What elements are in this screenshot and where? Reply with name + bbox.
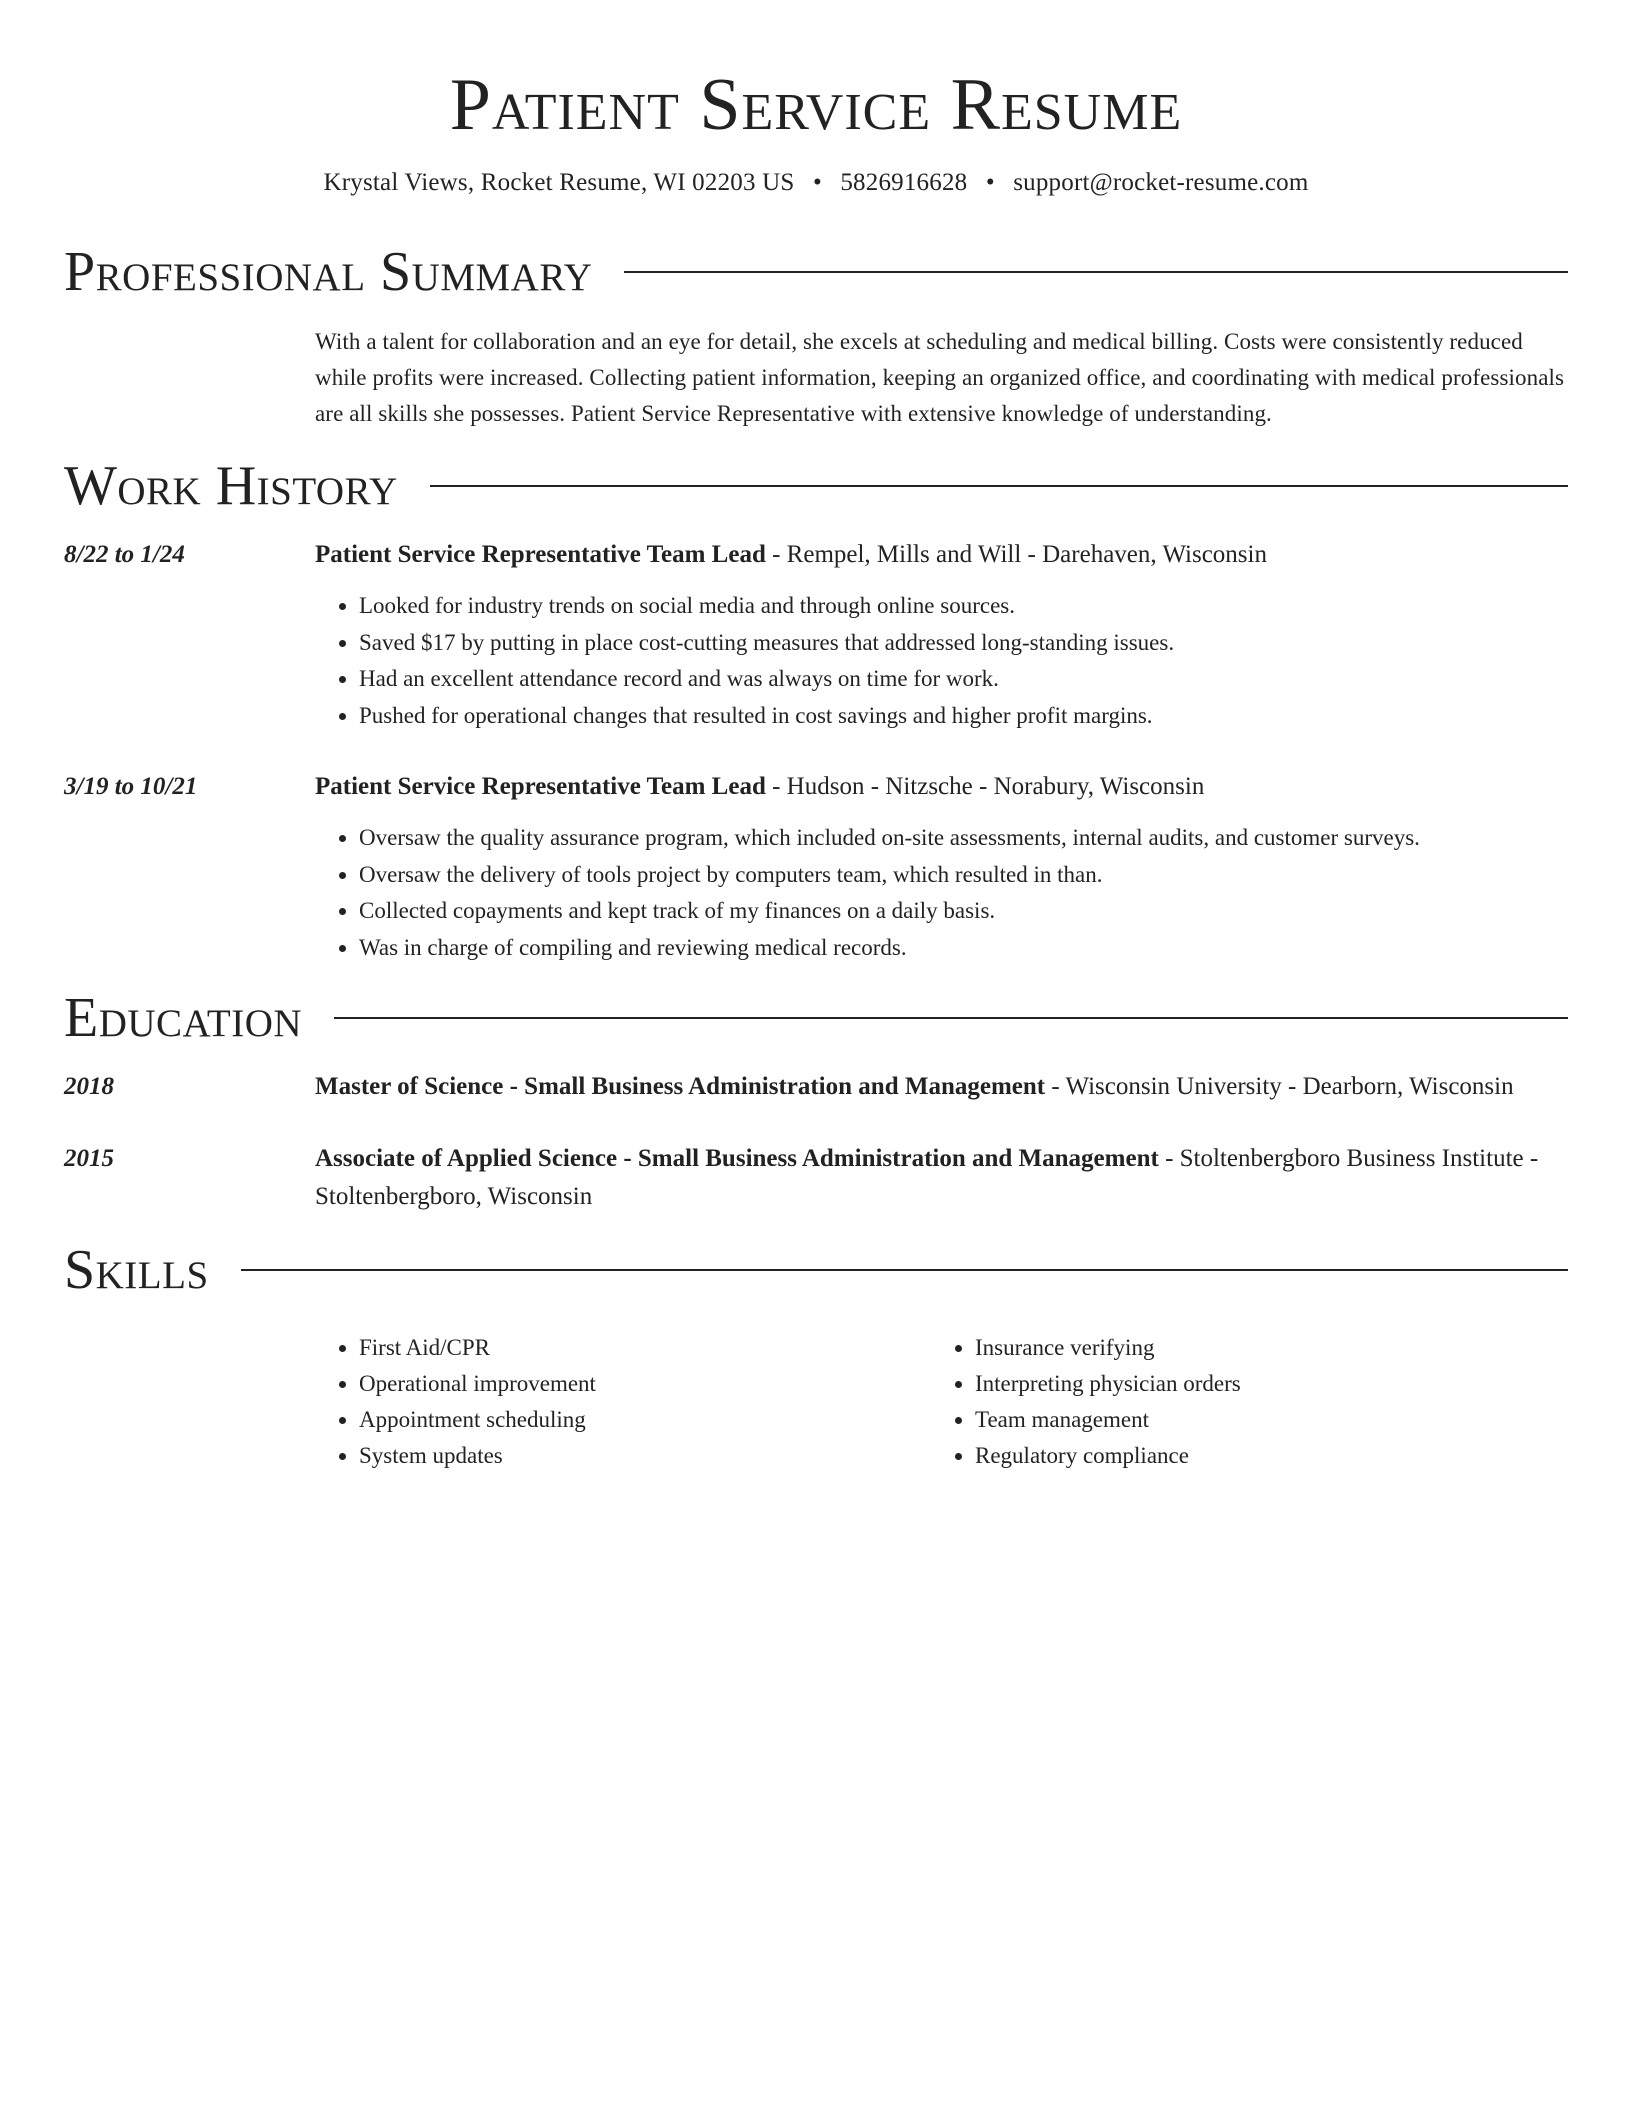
resume-title: Patient Service Resume [449, 64, 1183, 146]
education-school: - Wisconsin University - Dearborn, Wisconsin [1045, 1073, 1514, 1100]
work-history-section-heading [64, 454, 1568, 518]
job-bullet-list [315, 820, 1568, 966]
education-year: 2018 [64, 1073, 114, 1100]
job-entry [64, 536, 1568, 734]
education-body [315, 1140, 1568, 1216]
education-entry [64, 1068, 1568, 1106]
education-heading-text: Education [64, 987, 303, 1049]
education-section-heading [64, 986, 1568, 1050]
job-title: Patient Service Representative Team Lead [315, 773, 766, 800]
skill-item: • Operational improvement [359, 1366, 931, 1402]
section-divider [430, 485, 1568, 487]
contact-phone: 5826916628 [840, 169, 968, 196]
skill-item: • Appointment scheduling [359, 1402, 931, 1438]
skill-item: • Team management [975, 1402, 1547, 1438]
education-degree: Associate of Applied Science - Small Business Administration and Management [315, 1145, 1159, 1172]
skills-column-right [931, 1330, 1547, 1474]
work-history-heading-text: Work History [64, 455, 398, 517]
education-body [315, 1068, 1568, 1106]
skills-grid [315, 1330, 1568, 1474]
summary-heading-text: Professional Summary [64, 241, 593, 303]
job-bullet: • Saved $17 by putting in place cost-cutting measures that addressed long-standing issues. [359, 625, 1568, 662]
job-dates: 3/19 to 10/21 [64, 773, 198, 800]
contact-line [64, 166, 1568, 200]
job-bullet: • Oversaw the delivery of tools project by computers team, which resulted in than. [359, 857, 1568, 894]
job-title: Patient Service Representative Team Lead [315, 541, 766, 568]
education-degree: Master of Science - Small Business Administration and Management [315, 1073, 1046, 1100]
skill-item: • Regulatory compliance [975, 1438, 1547, 1474]
job-heading-line [315, 536, 1568, 574]
skills-column-left [315, 1330, 931, 1474]
skills-heading-text: Skills [64, 1239, 209, 1301]
summary-paragraph: With a talent for collaboration and an eye for detail, she excels at scheduling and medical billing. Costs were consistently reduced while profits were increased. Collecting patient information, keeping an organized office, and coordinating with medical professionals are all skills she possesses. Patient Service Representative with extensive knowledge of understanding. [315, 329, 1565, 426]
section-divider [334, 1017, 1568, 1019]
contact-separator: • [985, 169, 995, 196]
job-entry [64, 768, 1568, 966]
section-divider [624, 271, 1568, 273]
job-bullet: • Oversaw the quality assurance program, which included on-site assessments, internal audits, and customer surveys. [359, 820, 1568, 857]
skill-item: • Insurance verifying [975, 1330, 1547, 1366]
section-divider [241, 1269, 1568, 1271]
skill-item: • Interpreting physician orders [975, 1366, 1547, 1402]
job-bullet: • Had an excellent attendance record and was always on time for work. [359, 661, 1568, 698]
job-dates: 8/22 to 1/24 [64, 541, 185, 568]
job-body [315, 768, 1568, 966]
skills-section-heading [64, 1238, 1568, 1302]
job-bullet: • Was in charge of compiling and reviewing medical records. [359, 930, 1568, 967]
job-body [315, 536, 1568, 734]
education-year: 2015 [64, 1145, 114, 1172]
job-bullet: • Collected copayments and kept track of my finances on a daily basis. [359, 893, 1568, 930]
summary-section-heading [64, 240, 1568, 304]
job-bullet: • Looked for industry trends on social media and through online sources. [359, 588, 1568, 625]
contact-address: Krystal Views, Rocket Resume, WI 02203 US [323, 169, 795, 196]
education-school: - Stoltenbergboro Business Institute - Stoltenbergboro, Wisconsin [315, 1145, 1539, 1210]
job-heading-line [315, 768, 1568, 806]
skill-item: • First Aid/CPR [359, 1330, 931, 1366]
contact-separator: • [812, 169, 822, 196]
education-entry [64, 1140, 1568, 1216]
job-employer: - Hudson - Nitzsche - Norabury, Wisconsin [765, 773, 1205, 800]
contact-email: support@rocket-resume.com [1013, 169, 1309, 196]
job-bullet: • Pushed for operational changes that resulted in cost savings and higher profit margins. [359, 698, 1568, 735]
skill-item: • System updates [359, 1438, 931, 1474]
job-bullet-list [315, 588, 1568, 734]
job-employer: - Rempel, Mills and Will - Darehaven, Wisconsin [765, 541, 1267, 568]
